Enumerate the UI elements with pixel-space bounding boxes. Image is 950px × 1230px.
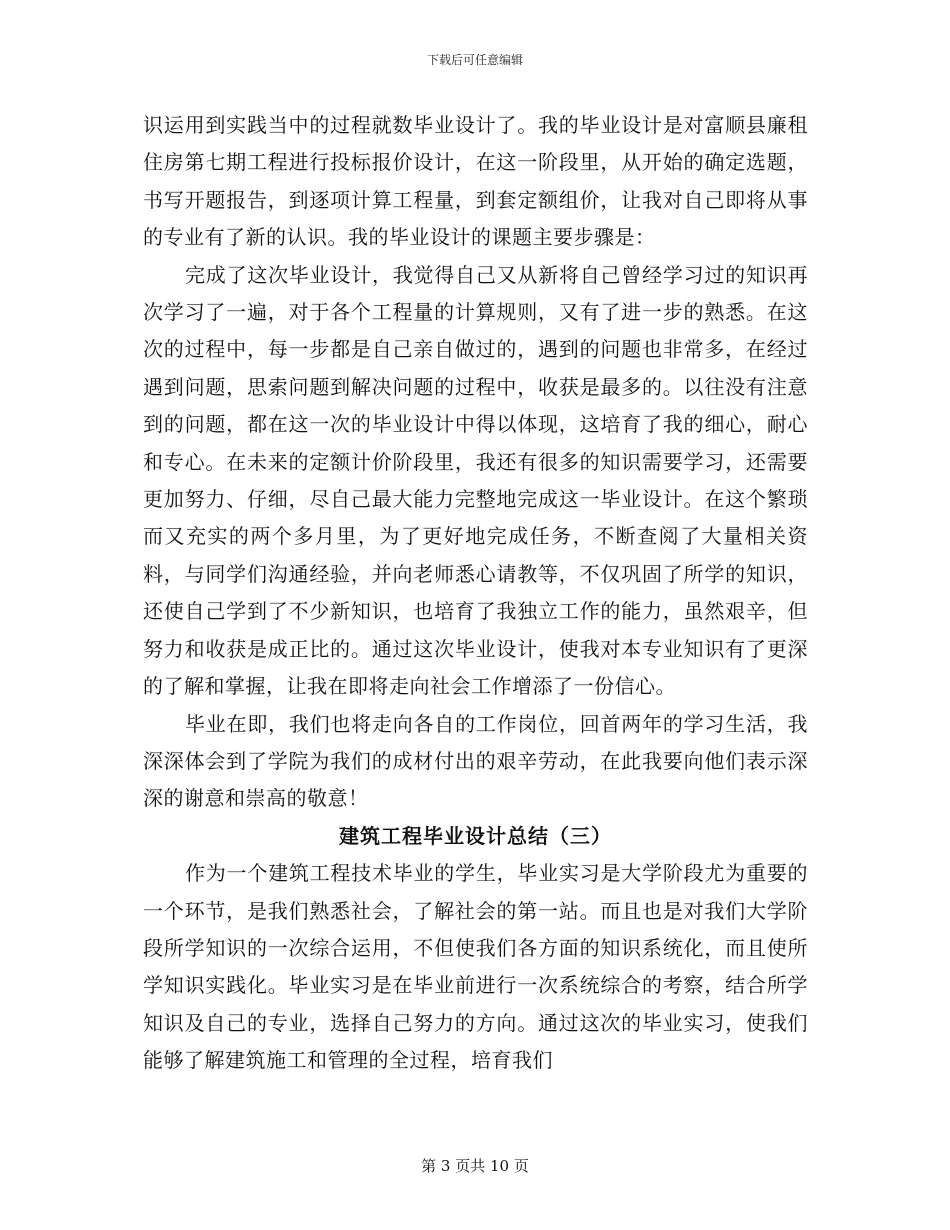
paragraph-gratitude: 毕业在即，我们也将走向各自的工作岗位，回首两年的学习生活，我深深体会到了学院为我们的成材付出的艰辛劳动，在此我要向他们表示深深的谢意和崇高的敬意！: [143, 711, 808, 811]
document-body: [143, 107, 808, 1080]
paragraph-section-intro: 作为一个建筑工程技术毕业的学生，毕业实习是大学阶段尤为重要的一个环节，是我们熟悉社会，了解社会的第一站。而且也是对我们大学阶段所学知识的一次综合运用，不但使我们各方面的知识系统化，而且使所学知识实践化。毕业实习是在毕业前进行一次系统综合的考察，结合所学知识及自己的专业，选择自己努力的方向。通过这次的毕业实习，使我们能够了解建筑施工和管理的全过程，培育我们: [143, 861, 808, 1073]
page-footer: 第 3 页共 10 页: [421, 1157, 529, 1175]
paragraph-reflection: 完成了这次毕业设计，我觉得自己又从新将自己曾经学习过的知识再次学习了一遍，对于各个工程量的计算规则，又有了进一步的熟悉。在这次的过程中，每一步都是自己亲自做过的，遇到的问题也非常多，在经过遇到问题，思索问题到解决问题的过程中，收获是最多的。以往没有注意到的问题，都在这一次的毕业设计中得以体现，这培育了我的细心，耐心和专心。在未来的定额计价阶段里，我还有很多的知识需要学习，还需要更加努力、仔细，尽自己最大能力完整地完成这一毕业设计。在这个繁琐而又充实的两个多月里，为了更好地完成任务，不断查阅了大量相关资料，与同学们沟通经验，并向老师悉心请教等，不仅巩固了所学的知识，还使自己学到了不少新知识，也培育了我独立工作的能力，虽然艰辛，但努力和收获是成正比的。通过这次毕业设计，使我对本专业知识有了更深的了解和掌握，让我在即将走向社会工作增添了一份信心。: [143, 262, 808, 699]
page-header: 下载后可任意编辑: [426, 53, 523, 67]
section-title: 建筑工程毕业设计总结（三）: [339, 823, 612, 848]
paragraph-continuation: 识运用到实践当中的过程就数毕业设计了。我的毕业设计是对富顺县廉租住房第七期工程进行投标报价设计，在这一阶段里，从开始的确定选题，书写开题报告，到逐项计算工程量，到套定额组价，让我对自己即将从事的专业有了新的认识。我的毕业设计的课题主要步骤是：: [143, 113, 808, 250]
